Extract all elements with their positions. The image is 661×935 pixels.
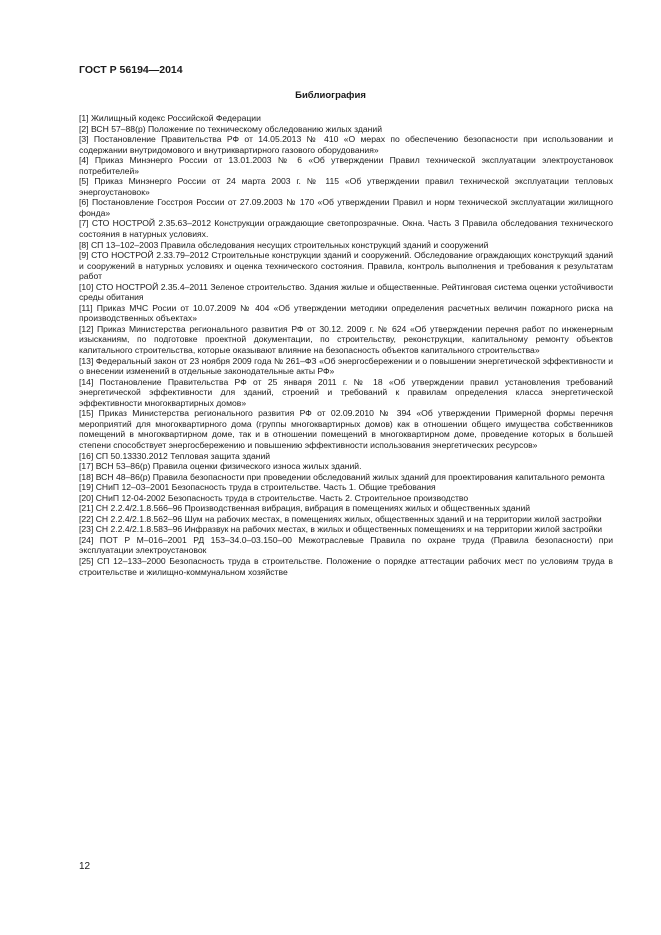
reference-item: [8] СП 13–102–2003 Правила обследования несущих строительных конструкций зданий и сооружений — [79, 239, 489, 250]
reference-item: [21] СН 2.2.4/2.1.8.566–96 Производственная вибрация, вибрация в помещениях жилых и общественных зданий — [79, 503, 531, 514]
reference-item: [6] Постановление Госстроя России от 27.09.2003 № 170 «Об утверждении Правил и норм технической эксплуатации жилищного фонда» — [79, 197, 613, 218]
reference-item: [14] Постановление Правительства РФ от 25 января 2011 г. № 18 «Об утверждении правил установления требований энергетической эффективности для зданий, строений и требований к правилам определения класса энергетической эффективности многоквартирных домов» — [79, 376, 613, 408]
reference-item: [17] ВСН 53–86(р) Правила оценки физического износа жилых зданий. — [79, 461, 362, 472]
page-number: 12 — [79, 861, 91, 872]
reference-item: [24] ПОТ Р М–016–2001 РД 153–34.0–03.150–00 Межотраслевые Правила по охране труда (Правила безопасности) при эксплуатации электроустановок — [79, 534, 613, 556]
reference-item: [2] ВСН 57–88(р) Положение по техническому обследованию жилых зданий — [79, 123, 382, 134]
reference-item: [19] СНиП 12–03–2001 Безопасность труда в строительстве. Часть 1. Общие требования — [79, 482, 436, 493]
reference-item: [13] Федеральный закон от 23 ноября 2009 года № 261–ФЗ «Об энергосбережении и о повышении энергетической эффективности и о внесении изменений в отдельные законодательные акты РФ» — [79, 355, 613, 377]
reference-item: [15] Приказ Министерства регионального развития РФ от 02.09.2010 № 394 «Об утверждении Примерной формы перечня мероприятий для многоквартирного дома (группы многоквартирных домов) как в отношении общего имущества собственников помещений в многоквартирном доме, так и в отношении помещений в многоквартирном доме, проведение которых в большей степени способствует энергосбережению и повышению эффективности использования энергетических ресурсов» — [79, 408, 613, 450]
document-code-header: ГОСТ Р 56194—2014 — [79, 64, 183, 76]
reference-item: [22] СН 2.2.4/2.1.8.562–96 Шум на рабочих местах, в помещениях жилых, общественных зданий и на территории жилой застройки — [79, 513, 602, 524]
bibliography-list — [79, 113, 613, 577]
reference-item: [11] Приказ МЧС Росии от 10.07.2009 № 404 «Об утверждении методики определения расчетных величин пожарного риска на производственных объектах» — [79, 302, 613, 324]
reference-item: [5] Приказ Минэнерго России от 24 марта 2003 г. № 115 «Об утверждении правил технической эксплуатации тепловых энергоустановок» — [79, 176, 613, 197]
reference-item: [4] Приказ Минэнерго России от 13.01.2003 № 6 «Об утверждении Правил технической эксплуатации электроустановок потребителей» — [79, 155, 613, 176]
reference-item: [12] Приказ Министерства регионального развития РФ от 30.12. 2009 г. № 624 «Об утверждении перечня работ по инженерным изысканиям, по подготовке проектной документации, по строительству, реконструкции, капитальному ремонту объектов капитального строительства, которые оказывают влияние на безопасность объектов капитального строительства» — [79, 323, 613, 356]
reference-item: [9] СТО НОСТРОЙ 2.33.79–2012 Строительные конструкции зданий и сооружений. Обследование ограждающих конструкций зданий и сооружений в натурных условиях и оценка технического состояния. Правила, контроль выполнения и требования к результатам работ — [79, 250, 613, 282]
reference-item: [7] СТО НОСТРОЙ 2.35.63–2012 Конструкции ограждающие светопрозрачные. Окна. Часть 3 Правила обследования технического состояния в натурных условиях. — [79, 218, 613, 240]
reference-item: [16] СП 50.13330.2012 Тепловая защита зданий — [79, 450, 271, 461]
bibliography-title: Библиография — [295, 90, 366, 101]
reference-item: [20] СНиП 12-04-2002 Безопасность труда в строительстве. Часть 2. Строительное производство — [79, 492, 469, 503]
reference-item: [18] ВСН 48–86(р) Правила безопасности при проведении обследований жилых зданий для проектирования капитального ремонта — [79, 471, 605, 482]
reference-item: [25] СП 12–133–2000 Безопасность труда в строительстве. Положение о порядке аттестации рабочих мест по условиям труда в строительстве и жилищно-коммунальном хозяйстве — [79, 555, 613, 577]
reference-item: [23] СН 2.2.4/2.1.8.583–96 Инфразвук на рабочих местах, в жилых и общественных помещениях и на территории жилой застройки — [79, 524, 603, 535]
reference-item: [1] Жилищный кодекс Российской Федерации — [79, 113, 261, 123]
reference-item: [10] СТО НОСТРОЙ 2.35.4–2011 Зеленое строительство. Здания жилые и общественные. Рейтинговая система оценки устойчивости среды обитания — [79, 281, 613, 303]
reference-item: [3] Постановление Правительства РФ от 14.05.2013 № 410 «О мерах по обеспечению безопасности при использовании и содержании внутридомового и внутриквартирного газового оборудования» — [79, 134, 613, 155]
